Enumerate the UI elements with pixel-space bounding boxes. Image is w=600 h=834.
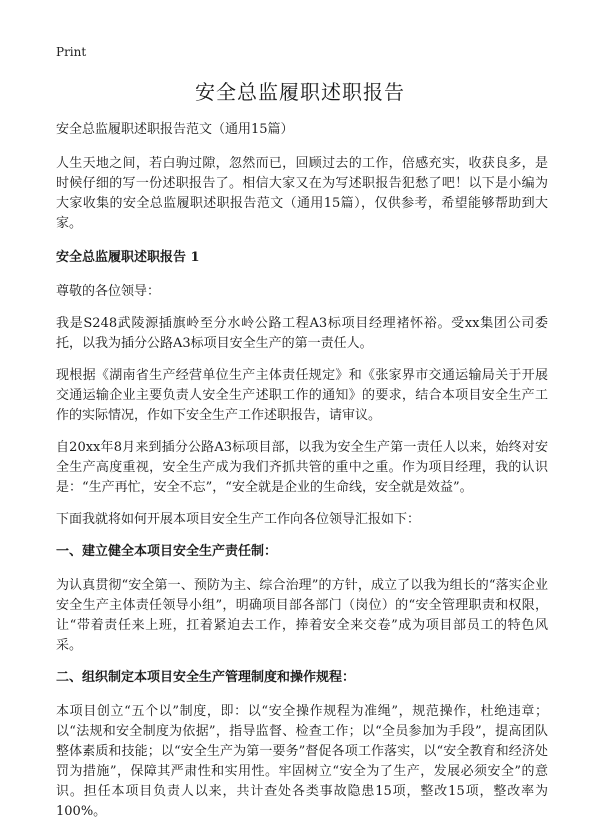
- section-paragraph: 本项目创立“五个以”制度，即：以“安全操作规程为准绳”，规范操作，杜绝违章；以“法规和安全制度为依据”，指导监督、检查工作；以“全员参加为手段”，提高团队整体素质和技能；以“安全生产为第一要务”督促各项工作落实，以“安全教育和经济处罚为措施”，保障其严肃性和实用性。牢固树立“安全为了生产，发展必须安全”的意识。担任本项目负责人以来，共计查处各类事故隐患15项，整改15项，整改率为100%。: [56, 704, 548, 819]
- page-title: 安全总监履职述职报告: [195, 80, 405, 104]
- salutation: 尊敬的各位领导：: [56, 284, 161, 299]
- body-paragraph: 自20xx年8月来到插分公路A3标项目部，以我为安全生产第一责任人以来，始终对安全生产高度重视，安全生产成为我们齐抓共管的重中之重。作为项目经理，我的认识是：“生产再忙，安全不忘”，“安全就是企业的生命线，安全就是效益”。: [56, 440, 548, 495]
- body-paragraph: 现根据《湖南省生产经营单位生产主体责任规定》和《张家界市交通运输局关于开展交通运输企业主要负责人安全生产述职工作的通知》的要求，结合本项目安全生产工作的实际情况，作如下安全生产工作述职报告，请审议。: [56, 368, 548, 423]
- intro-paragraph: 人生天地之间，若白驹过隙，忽然而已，回顾过去的工作，倍感充实，收获良多，是时候仔细的写一份述职报告了。相信大家又在为写述职报告犯愁了吧！以下是小编为大家收集的安全总监履职述职报告范文（通用15篇），仅供参考，希望能够帮助到大家。: [56, 156, 548, 231]
- print-link[interactable]: Print: [56, 45, 87, 59]
- section-paragraph: 为认真贯彻“安全第一、预防为主、综合治理”的方针，成立了以我为组长的“落实企业安全生产主体责任领导小组”，明确项目部各部门（岗位）的“安全管理职责和权限，让“带着责任来上班，扛着紧迫去工作，捧着安全来交卷”成为项目部员工的特色风采。: [56, 578, 548, 653]
- document-subtitle: 安全总监履职述职报告范文（通用15篇）: [56, 122, 294, 137]
- report-heading: 安全总监履职述职报告 1: [56, 250, 200, 265]
- section-heading: 一、建立健全本项目安全生产责任制：: [56, 544, 278, 559]
- body-paragraph: 下面我就将如何开展本项目安全生产工作向各位领导汇报如下：: [56, 512, 421, 527]
- section-heading: 二、组织制定本项目安全生产管理制度和操作规程：: [56, 670, 356, 685]
- document-body: [56, 120, 548, 834]
- body-paragraph: 我是S248武陵源插旗岭至分水岭公路工程A3标项目经理褚怀裕。受xx集团公司委托，以我为插分公路A3标项目安全生产的第一责任人。: [56, 316, 548, 351]
